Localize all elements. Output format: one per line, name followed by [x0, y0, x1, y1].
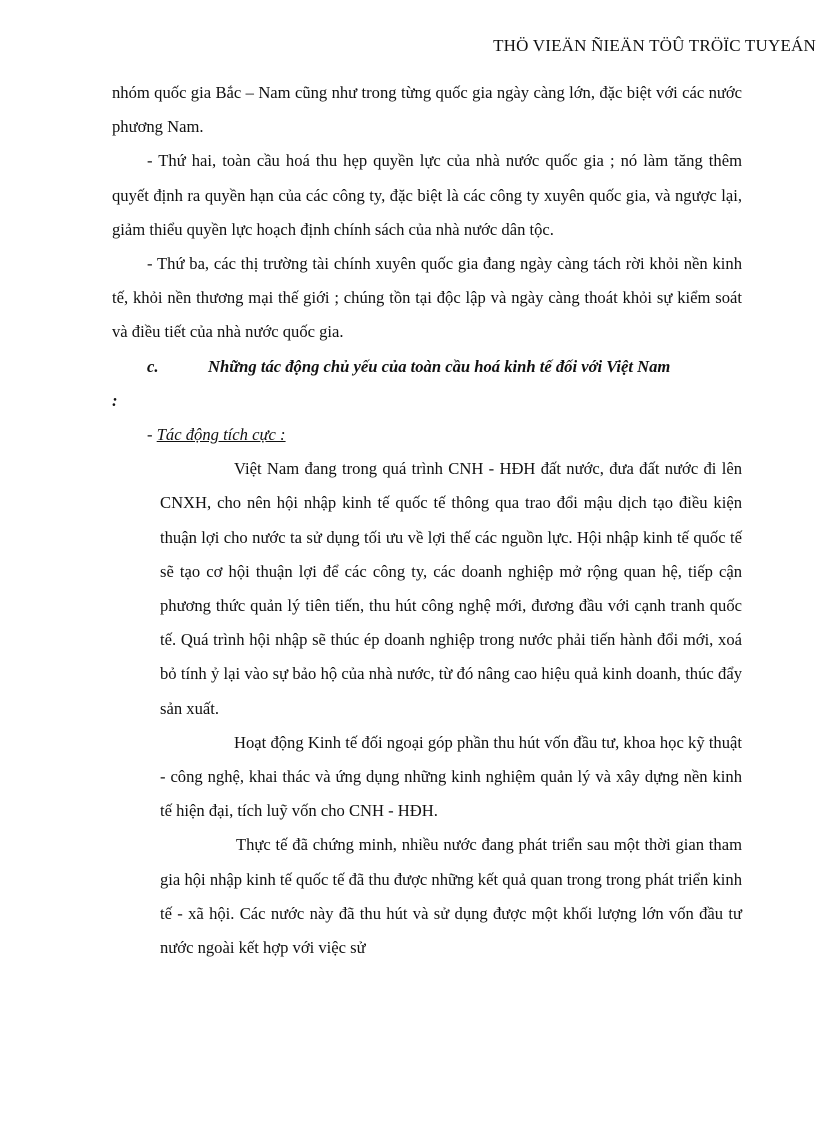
subheading-prefix: -: [147, 425, 157, 445]
document-body: [112, 76, 742, 965]
paragraph: Thực tế đã chứng minh, nhiều nước đang phát triển sau một thời gian tham gia hội nhập kinh tế quốc tế đã thu được những kết quả quan trong trong phát triển kinh tế - xã hội. Các nước này đã thu hút và sử dụng được một khối lượng lớn vốn đầu tư nước ngoài kết hợp với việc sử: [160, 835, 742, 958]
section-colon: :: [112, 390, 118, 410]
section-heading-colon: [112, 384, 742, 418]
section-title: Những tác động chủ yếu của toàn cầu hoá kinh tế đối với Việt Nam: [208, 356, 671, 376]
subheading: [112, 418, 742, 452]
paragraph: nhóm quốc gia Bắc – Nam cũng như trong từng quốc gia ngày càng lớn, đặc biệt với các nước phương Nam.: [112, 83, 742, 137]
paragraph: - Thứ hai, toàn cầu hoá thu hẹp quyền lực của nhà nước quốc gia ; nó làm tăng thêm quyết định ra quyền hạn của các công ty, đặc biệt là các công ty xuyên quốc gia, và ngược lại, giảm thiểu quyền lực hoạch định chính sách của nhà nước dân tộc.: [112, 151, 742, 239]
indented-block: [160, 452, 742, 965]
paragraph: Hoạt động Kinh tế đối ngoại góp phần thu hút vốn đầu tư, khoa học kỹ thuật - công nghệ, khai thác và ứng dụng những kinh nghiệm quản lý và xây dựng nền kinh tế hiện đại, tích luỹ vốn cho CNH - HĐH.: [160, 732, 742, 821]
section-heading: [112, 350, 742, 384]
section-letter: c.: [147, 356, 159, 376]
paragraph: Việt Nam đang trong quá trình CNH - HĐH đất nước, đưa đất nước đi lên CNXH, cho nên hội nhập kinh tế quốc tế thông qua trao đổi mậu dịch tạo điều kiện thuận lợi cho nước ta sử dụng tối ưu về lợi thế các nguồn lực. Hội nhập kinh tế quốc tế sẽ tạo cơ hội thuận lợi để các công ty, các doanh nghiệp mở rộng quan hệ, tiếp cận phương thức quản lý tiên tiến, thu hút công nghệ mới, đương đầu với cạnh tranh quốc tế. Quá trình hội nhập sẽ thúc ép doanh nghiệp trong nước phải tiến hành đổi mới, xoá bỏ tính ỷ lại vào sự bảo hộ của nhà nước, từ đó nâng cao hiệu quả kinh doanh, thúc đẩy sản xuất.: [160, 459, 742, 718]
subheading-label: Tác động tích cực :: [156, 425, 286, 445]
page-header: THÖ VIEÄN ÑIEÄN TÖÛ TRÖÏC TUYEÁN: [493, 36, 816, 55]
paragraph: - Thứ ba, các thị trường tài chính xuyên quốc gia đang ngày càng tách rời khỏi nền kinh tế, khỏi nền thương mại thế giới ; chúng tồn tại độc lập và ngày càng thoát khỏi sự kiểm soát và điều tiết của nhà nước quốc gia.: [112, 254, 742, 342]
